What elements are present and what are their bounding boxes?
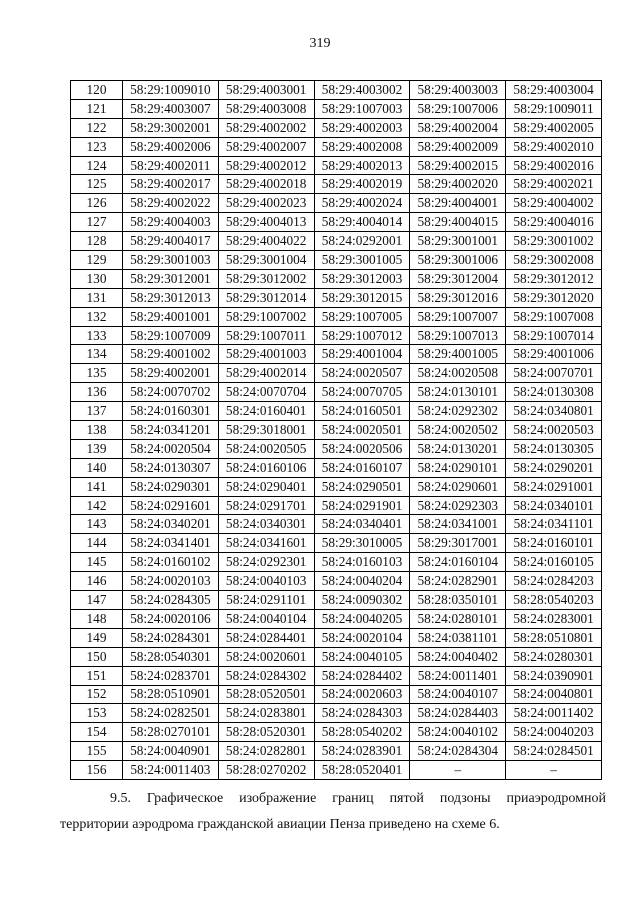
cadastral-number-cell: 58:24:0340801 bbox=[506, 402, 602, 421]
cadastral-number-cell: 58:29:4002022 bbox=[123, 194, 219, 213]
cadastral-number-cell: 58:29:3012016 bbox=[410, 288, 506, 307]
table-row bbox=[71, 477, 602, 496]
row-number-cell: 144 bbox=[71, 534, 123, 553]
table-row bbox=[71, 288, 602, 307]
cadastral-number-cell: 58:29:1007006 bbox=[410, 99, 506, 118]
table-row bbox=[71, 572, 602, 591]
cadastral-number-cell: 58:24:0292001 bbox=[314, 232, 410, 251]
cadastral-number-cell: 58:29:4002016 bbox=[506, 156, 602, 175]
cadastral-number-cell: 58:24:0040105 bbox=[314, 647, 410, 666]
row-number-cell: 121 bbox=[71, 99, 123, 118]
cadastral-number-cell: 58:24:0291001 bbox=[506, 477, 602, 496]
cadastral-number-cell: 58:24:0290601 bbox=[410, 477, 506, 496]
table-row bbox=[71, 685, 602, 704]
cadastral-number-cell: 58:24:0284402 bbox=[314, 666, 410, 685]
cadastral-number-cell: 58:29:1009011 bbox=[506, 99, 602, 118]
cadastral-number-cell: 58:29:3010005 bbox=[314, 534, 410, 553]
row-number-cell: 132 bbox=[71, 307, 123, 326]
cadastral-number-cell: 58:29:1007007 bbox=[410, 307, 506, 326]
cadastral-number-cell: 58:29:4004016 bbox=[506, 213, 602, 232]
table-row bbox=[71, 156, 602, 175]
cadastral-number-cell: 58:29:4002024 bbox=[314, 194, 410, 213]
cadastral-number-cell: 58:24:0020603 bbox=[314, 685, 410, 704]
table-row bbox=[71, 553, 602, 572]
cadastral-number-cell: 58:29:4002007 bbox=[218, 137, 314, 156]
cadastral-number-cell: 58:28:0520501 bbox=[218, 685, 314, 704]
cadastral-number-cell: 58:29:4002013 bbox=[314, 156, 410, 175]
paragraph-line-1: 9.5. Графическое изображение границ пятой подзоны приаэродромной bbox=[110, 791, 606, 806]
cadastral-number-cell: 58:29:4004002 bbox=[506, 194, 602, 213]
cadastral-number-cell: 58:29:4002006 bbox=[123, 137, 219, 156]
cadastral-number-cell: 58:24:0020506 bbox=[314, 439, 410, 458]
row-number-cell: 149 bbox=[71, 628, 123, 647]
cadastral-number-cell: 58:29:4002017 bbox=[123, 175, 219, 194]
cadastral-number-cell: 58:29:4002002 bbox=[218, 118, 314, 137]
cadastral-number-cell: 58:29:3018001 bbox=[218, 421, 314, 440]
cadastral-number-cell: 58:24:0282801 bbox=[218, 742, 314, 761]
cadastral-number-cell: 58:28:0270101 bbox=[123, 723, 219, 742]
cadastral-number-cell: 58:24:0040102 bbox=[410, 723, 506, 742]
cadastral-number-cell: 58:29:4004001 bbox=[410, 194, 506, 213]
row-number-cell: 134 bbox=[71, 345, 123, 364]
cadastral-number-cell: 58:24:0160501 bbox=[314, 402, 410, 421]
cadastral-number-cell: 58:24:0290101 bbox=[410, 458, 506, 477]
table-row bbox=[71, 534, 602, 553]
cadastral-number-cell: – bbox=[410, 761, 506, 780]
table-row bbox=[71, 496, 602, 515]
cadastral-number-cell: 58:29:3001001 bbox=[410, 232, 506, 251]
paragraph-line-2: территории аэродрома гражданской авиации Пенза приведено на схеме 6. bbox=[60, 817, 500, 832]
cadastral-number-cell: 58:29:1007013 bbox=[410, 326, 506, 345]
row-number-cell: 135 bbox=[71, 364, 123, 383]
page-number: 319 bbox=[309, 36, 331, 51]
cadastral-number-cell: 58:29:3002001 bbox=[123, 118, 219, 137]
cadastral-number-cell: 58:24:0284403 bbox=[410, 704, 506, 723]
cadastral-number-cell: 58:24:0341001 bbox=[410, 515, 506, 534]
row-number-cell: 139 bbox=[71, 439, 123, 458]
cadastral-number-cell: 58:24:0020504 bbox=[123, 439, 219, 458]
cadastral-number-cell: 58:24:0283001 bbox=[506, 609, 602, 628]
cadastral-number-cell: 58:24:0160101 bbox=[506, 534, 602, 553]
cadastral-number-cell: 58:29:4001005 bbox=[410, 345, 506, 364]
cadastral-number-cell: 58:29:4002012 bbox=[218, 156, 314, 175]
cadastral-number-cell: 58:29:4002014 bbox=[218, 364, 314, 383]
cadastral-number-cell: 58:24:0040203 bbox=[506, 723, 602, 742]
cadastral-number-cell: 58:29:4002018 bbox=[218, 175, 314, 194]
cadastral-number-cell: 58:28:0540203 bbox=[506, 591, 602, 610]
row-number-cell: 145 bbox=[71, 553, 123, 572]
cadastral-number-cell: 58:29:3001004 bbox=[218, 251, 314, 270]
cadastral-number-cell: 58:24:0284305 bbox=[123, 591, 219, 610]
cadastral-number-cell: 58:29:1007003 bbox=[314, 99, 410, 118]
cadastral-number-cell: 58:29:3012004 bbox=[410, 269, 506, 288]
cadastral-number-cell: 58:24:0284203 bbox=[506, 572, 602, 591]
cadastral-number-cell: 58:28:0520301 bbox=[218, 723, 314, 742]
cadastral-number-cell: 58:24:0160105 bbox=[506, 553, 602, 572]
row-number-cell: 151 bbox=[71, 666, 123, 685]
row-number-cell: 120 bbox=[71, 81, 123, 100]
cadastral-number-cell: 58:24:0130307 bbox=[123, 458, 219, 477]
table-row bbox=[71, 364, 602, 383]
row-number-cell: 152 bbox=[71, 685, 123, 704]
cadastral-number-cell: 58:24:0292303 bbox=[410, 496, 506, 515]
row-number-cell: 128 bbox=[71, 232, 123, 251]
cadastral-number-cell: 58:24:0020507 bbox=[314, 364, 410, 383]
cadastral-number-cell: 58:29:4002019 bbox=[314, 175, 410, 194]
cadastral-number-cell: 58:24:0340401 bbox=[314, 515, 410, 534]
cadastral-number-cell: 58:24:0341401 bbox=[123, 534, 219, 553]
cadastral-number-cell: 58:24:0283801 bbox=[218, 704, 314, 723]
cadastral-numbers-table bbox=[70, 80, 602, 780]
cadastral-number-cell: 58:29:4004015 bbox=[410, 213, 506, 232]
table-row bbox=[71, 81, 602, 100]
cadastral-number-cell: 58:24:0160104 bbox=[410, 553, 506, 572]
cadastral-number-cell: 58:29:3012014 bbox=[218, 288, 314, 307]
cadastral-number-cell: 58:29:1009010 bbox=[123, 81, 219, 100]
cadastral-number-cell: 58:29:3017001 bbox=[410, 534, 506, 553]
table-row bbox=[71, 194, 602, 213]
cadastral-number-cell: 58:29:1007008 bbox=[506, 307, 602, 326]
row-number-cell: 142 bbox=[71, 496, 123, 515]
cadastral-number-cell: 58:24:0020503 bbox=[506, 421, 602, 440]
cadastral-number-cell: 58:24:0291101 bbox=[218, 591, 314, 610]
cadastral-number-cell: 58:29:3001005 bbox=[314, 251, 410, 270]
cadastral-number-cell: 58:29:4002004 bbox=[410, 118, 506, 137]
cadastral-number-cell: 58:24:0381101 bbox=[410, 628, 506, 647]
cadastral-number-cell: 58:24:0020502 bbox=[410, 421, 506, 440]
cadastral-number-cell: 58:24:0070701 bbox=[506, 364, 602, 383]
cadastral-number-cell: 58:28:0510901 bbox=[123, 685, 219, 704]
cadastral-number-cell: 58:29:1007014 bbox=[506, 326, 602, 345]
cadastral-number-cell: 58:24:0020601 bbox=[218, 647, 314, 666]
row-number-cell: 140 bbox=[71, 458, 123, 477]
table-row bbox=[71, 647, 602, 666]
row-number-cell: 137 bbox=[71, 402, 123, 421]
cadastral-number-cell: 58:28:0270202 bbox=[218, 761, 314, 780]
cadastral-number-cell: 58:24:0040901 bbox=[123, 742, 219, 761]
table-row bbox=[71, 723, 602, 742]
cadastral-number-cell: 58:29:4002001 bbox=[123, 364, 219, 383]
row-number-cell: 133 bbox=[71, 326, 123, 345]
cadastral-number-cell: 58:24:0390901 bbox=[506, 666, 602, 685]
cadastral-number-cell: 58:29:4002005 bbox=[506, 118, 602, 137]
cadastral-number-cell: 58:24:0284303 bbox=[314, 704, 410, 723]
cadastral-number-cell: 58:24:0280101 bbox=[410, 609, 506, 628]
cadastral-number-cell: 58:28:0350101 bbox=[410, 591, 506, 610]
cadastral-number-cell: 58:29:3012002 bbox=[218, 269, 314, 288]
table-row bbox=[71, 383, 602, 402]
cadastral-number-cell: 58:28:0520401 bbox=[314, 761, 410, 780]
row-number-cell: 146 bbox=[71, 572, 123, 591]
cadastral-number-cell: 58:29:3012012 bbox=[506, 269, 602, 288]
row-number-cell: 155 bbox=[71, 742, 123, 761]
cadastral-number-cell: 58:24:0283901 bbox=[314, 742, 410, 761]
cadastral-number-cell: 58:29:3012013 bbox=[123, 288, 219, 307]
cadastral-number-cell: 58:29:4001004 bbox=[314, 345, 410, 364]
cadastral-number-cell: 58:24:0040402 bbox=[410, 647, 506, 666]
cadastral-number-cell: 58:24:0020104 bbox=[314, 628, 410, 647]
cadastral-number-cell: 58:28:0540301 bbox=[123, 647, 219, 666]
table-row bbox=[71, 232, 602, 251]
table-row bbox=[71, 326, 602, 345]
cadastral-number-cell: 58:29:4002015 bbox=[410, 156, 506, 175]
cadastral-number-cell: 58:29:4004022 bbox=[218, 232, 314, 251]
row-number-cell: 143 bbox=[71, 515, 123, 534]
cadastral-number-cell: 58:24:0340301 bbox=[218, 515, 314, 534]
cadastral-number-cell: 58:29:4002008 bbox=[314, 137, 410, 156]
cadastral-number-cell: 58:24:0160401 bbox=[218, 402, 314, 421]
cadastral-number-cell: 58:24:0291901 bbox=[314, 496, 410, 515]
cadastral-number-cell: 58:24:0020505 bbox=[218, 439, 314, 458]
cadastral-number-cell: 58:24:0340101 bbox=[506, 496, 602, 515]
cadastral-number-cell: 58:29:1007005 bbox=[314, 307, 410, 326]
row-number-cell: 154 bbox=[71, 723, 123, 742]
cadastral-number-cell: 58:29:3002008 bbox=[506, 251, 602, 270]
cadastral-number-cell: 58:29:1007009 bbox=[123, 326, 219, 345]
row-number-cell: 127 bbox=[71, 213, 123, 232]
row-number-cell: 138 bbox=[71, 421, 123, 440]
cadastral-number-cell: 58:24:0284302 bbox=[218, 666, 314, 685]
table-row bbox=[71, 307, 602, 326]
table-row bbox=[71, 345, 602, 364]
cadastral-number-cell: 58:24:0040204 bbox=[314, 572, 410, 591]
cadastral-number-cell: 58:29:4004017 bbox=[123, 232, 219, 251]
row-number-cell: 129 bbox=[71, 251, 123, 270]
cadastral-number-cell: 58:29:4001003 bbox=[218, 345, 314, 364]
table-row bbox=[71, 402, 602, 421]
cadastral-number-cell: 58:24:0340201 bbox=[123, 515, 219, 534]
cadastral-number-cell: 58:24:0020106 bbox=[123, 609, 219, 628]
cadastral-number-cell: 58:29:4003004 bbox=[506, 81, 602, 100]
row-number-cell: 131 bbox=[71, 288, 123, 307]
row-number-cell: 150 bbox=[71, 647, 123, 666]
cadastral-number-cell: 58:24:0284401 bbox=[218, 628, 314, 647]
cadastral-number-cell: 58:24:0011402 bbox=[506, 704, 602, 723]
cadastral-number-cell: 58:29:4002021 bbox=[506, 175, 602, 194]
cadastral-number-cell: 58:24:0341201 bbox=[123, 421, 219, 440]
table-row bbox=[71, 704, 602, 723]
table-row bbox=[71, 421, 602, 440]
row-number-cell: 130 bbox=[71, 269, 123, 288]
cadastral-number-cell: 58:24:0341101 bbox=[506, 515, 602, 534]
cadastral-number-cell: 58:24:0040103 bbox=[218, 572, 314, 591]
cadastral-number-cell: 58:24:0282901 bbox=[410, 572, 506, 591]
cadastral-number-cell: 58:28:0510801 bbox=[506, 628, 602, 647]
table-row bbox=[71, 628, 602, 647]
cadastral-number-cell: 58:24:0284301 bbox=[123, 628, 219, 647]
cadastral-number-cell: 58:29:4003003 bbox=[410, 81, 506, 100]
cadastral-number-cell: 58:28:0540202 bbox=[314, 723, 410, 742]
cadastral-number-cell: 58:29:3001003 bbox=[123, 251, 219, 270]
cadastral-number-cell: 58:24:0020103 bbox=[123, 572, 219, 591]
cadastral-number-cell: 58:29:4002003 bbox=[314, 118, 410, 137]
row-number-cell: 123 bbox=[71, 137, 123, 156]
cadastral-number-cell: 58:24:0292301 bbox=[218, 553, 314, 572]
cadastral-number-cell: 58:24:0160103 bbox=[314, 553, 410, 572]
cadastral-number-cell: 58:29:3012001 bbox=[123, 269, 219, 288]
cadastral-number-cell: 58:24:0040801 bbox=[506, 685, 602, 704]
cadastral-number-cell: 58:24:0280301 bbox=[506, 647, 602, 666]
cadastral-number-cell: 58:29:4003007 bbox=[123, 99, 219, 118]
cadastral-number-cell: 58:29:1007002 bbox=[218, 307, 314, 326]
cadastral-number-cell: 58:29:4002010 bbox=[506, 137, 602, 156]
cadastral-number-cell: 58:29:1007011 bbox=[218, 326, 314, 345]
cadastral-number-cell: 58:29:3001002 bbox=[506, 232, 602, 251]
cadastral-number-cell: 58:24:0160301 bbox=[123, 402, 219, 421]
table-row bbox=[71, 137, 602, 156]
cadastral-number-cell: 58:29:3001006 bbox=[410, 251, 506, 270]
cadastral-number-cell: 58:29:4003008 bbox=[218, 99, 314, 118]
cadastral-number-cell: 58:24:0040205 bbox=[314, 609, 410, 628]
cadastral-number-cell: 58:29:3012015 bbox=[314, 288, 410, 307]
cadastral-number-cell: 58:29:4001002 bbox=[123, 345, 219, 364]
cadastral-number-cell: 58:24:0160107 bbox=[314, 458, 410, 477]
cadastral-number-cell: 58:24:0130201 bbox=[410, 439, 506, 458]
table-row bbox=[71, 666, 602, 685]
cadastral-number-cell: 58:24:0284304 bbox=[410, 742, 506, 761]
row-number-cell: 126 bbox=[71, 194, 123, 213]
cadastral-number-cell: 58:24:0160106 bbox=[218, 458, 314, 477]
table-row bbox=[71, 439, 602, 458]
cadastral-number-cell: 58:29:4003002 bbox=[314, 81, 410, 100]
cadastral-number-cell: 58:24:0020501 bbox=[314, 421, 410, 440]
table-row bbox=[71, 269, 602, 288]
row-number-cell: 136 bbox=[71, 383, 123, 402]
table-row bbox=[71, 458, 602, 477]
cadastral-number-cell: – bbox=[506, 761, 602, 780]
cadastral-number-cell: 58:29:4002020 bbox=[410, 175, 506, 194]
table-row bbox=[71, 213, 602, 232]
cadastral-number-cell: 58:29:4004003 bbox=[123, 213, 219, 232]
cadastral-number-cell: 58:24:0284501 bbox=[506, 742, 602, 761]
cadastral-number-cell: 58:24:0291701 bbox=[218, 496, 314, 515]
cadastral-number-cell: 58:24:0040107 bbox=[410, 685, 506, 704]
cadastral-number-cell: 58:29:3012020 bbox=[506, 288, 602, 307]
cadastral-number-cell: 58:29:4002011 bbox=[123, 156, 219, 175]
row-number-cell: 125 bbox=[71, 175, 123, 194]
cadastral-number-cell: 58:24:0282501 bbox=[123, 704, 219, 723]
cadastral-number-cell: 58:24:0341601 bbox=[218, 534, 314, 553]
cadastral-number-cell: 58:24:0290401 bbox=[218, 477, 314, 496]
cadastral-number-cell: 58:29:3012003 bbox=[314, 269, 410, 288]
table-row bbox=[71, 118, 602, 137]
cadastral-number-cell: 58:24:0290501 bbox=[314, 477, 410, 496]
table-row bbox=[71, 99, 602, 118]
row-number-cell: 147 bbox=[71, 591, 123, 610]
cadastral-number-cell: 58:24:0070705 bbox=[314, 383, 410, 402]
cadastral-number-cell: 58:24:0070704 bbox=[218, 383, 314, 402]
row-number-cell: 156 bbox=[71, 761, 123, 780]
cadastral-number-cell: 58:24:0070702 bbox=[123, 383, 219, 402]
row-number-cell: 122 bbox=[71, 118, 123, 137]
table-row bbox=[71, 761, 602, 780]
cadastral-number-cell: 58:29:4002023 bbox=[218, 194, 314, 213]
cadastral-number-cell: 58:24:0291601 bbox=[123, 496, 219, 515]
cadastral-number-cell: 58:29:4002009 bbox=[410, 137, 506, 156]
cadastral-number-cell: 58:24:0292302 bbox=[410, 402, 506, 421]
table-row bbox=[71, 609, 602, 628]
cadastral-number-cell: 58:29:1007012 bbox=[314, 326, 410, 345]
cadastral-number-cell: 58:29:4004014 bbox=[314, 213, 410, 232]
cadastral-number-cell: 58:24:0130308 bbox=[506, 383, 602, 402]
cadastral-number-cell: 58:24:0090302 bbox=[314, 591, 410, 610]
cadastral-number-cell: 58:24:0011401 bbox=[410, 666, 506, 685]
table-row bbox=[71, 251, 602, 270]
row-number-cell: 148 bbox=[71, 609, 123, 628]
table-row bbox=[71, 742, 602, 761]
cadastral-number-cell: 58:29:4003001 bbox=[218, 81, 314, 100]
cadastral-number-cell: 58:29:4004013 bbox=[218, 213, 314, 232]
cadastral-number-cell: 58:29:4001006 bbox=[506, 345, 602, 364]
table-row bbox=[71, 175, 602, 194]
cadastral-number-cell: 58:29:4001001 bbox=[123, 307, 219, 326]
row-number-cell: 153 bbox=[71, 704, 123, 723]
cadastral-number-cell: 58:24:0040104 bbox=[218, 609, 314, 628]
cadastral-number-cell: 58:24:0020508 bbox=[410, 364, 506, 383]
table-row bbox=[71, 515, 602, 534]
cadastral-number-cell: 58:24:0290201 bbox=[506, 458, 602, 477]
cadastral-number-cell: 58:24:0130305 bbox=[506, 439, 602, 458]
cadastral-number-cell: 58:24:0160102 bbox=[123, 553, 219, 572]
cadastral-number-cell: 58:24:0130101 bbox=[410, 383, 506, 402]
cadastral-number-cell: 58:24:0283701 bbox=[123, 666, 219, 685]
cadastral-number-cell: 58:24:0290301 bbox=[123, 477, 219, 496]
cadastral-number-cell: 58:24:0011403 bbox=[123, 761, 219, 780]
row-number-cell: 124 bbox=[71, 156, 123, 175]
table-body bbox=[71, 81, 602, 780]
table-row bbox=[71, 591, 602, 610]
row-number-cell: 141 bbox=[71, 477, 123, 496]
